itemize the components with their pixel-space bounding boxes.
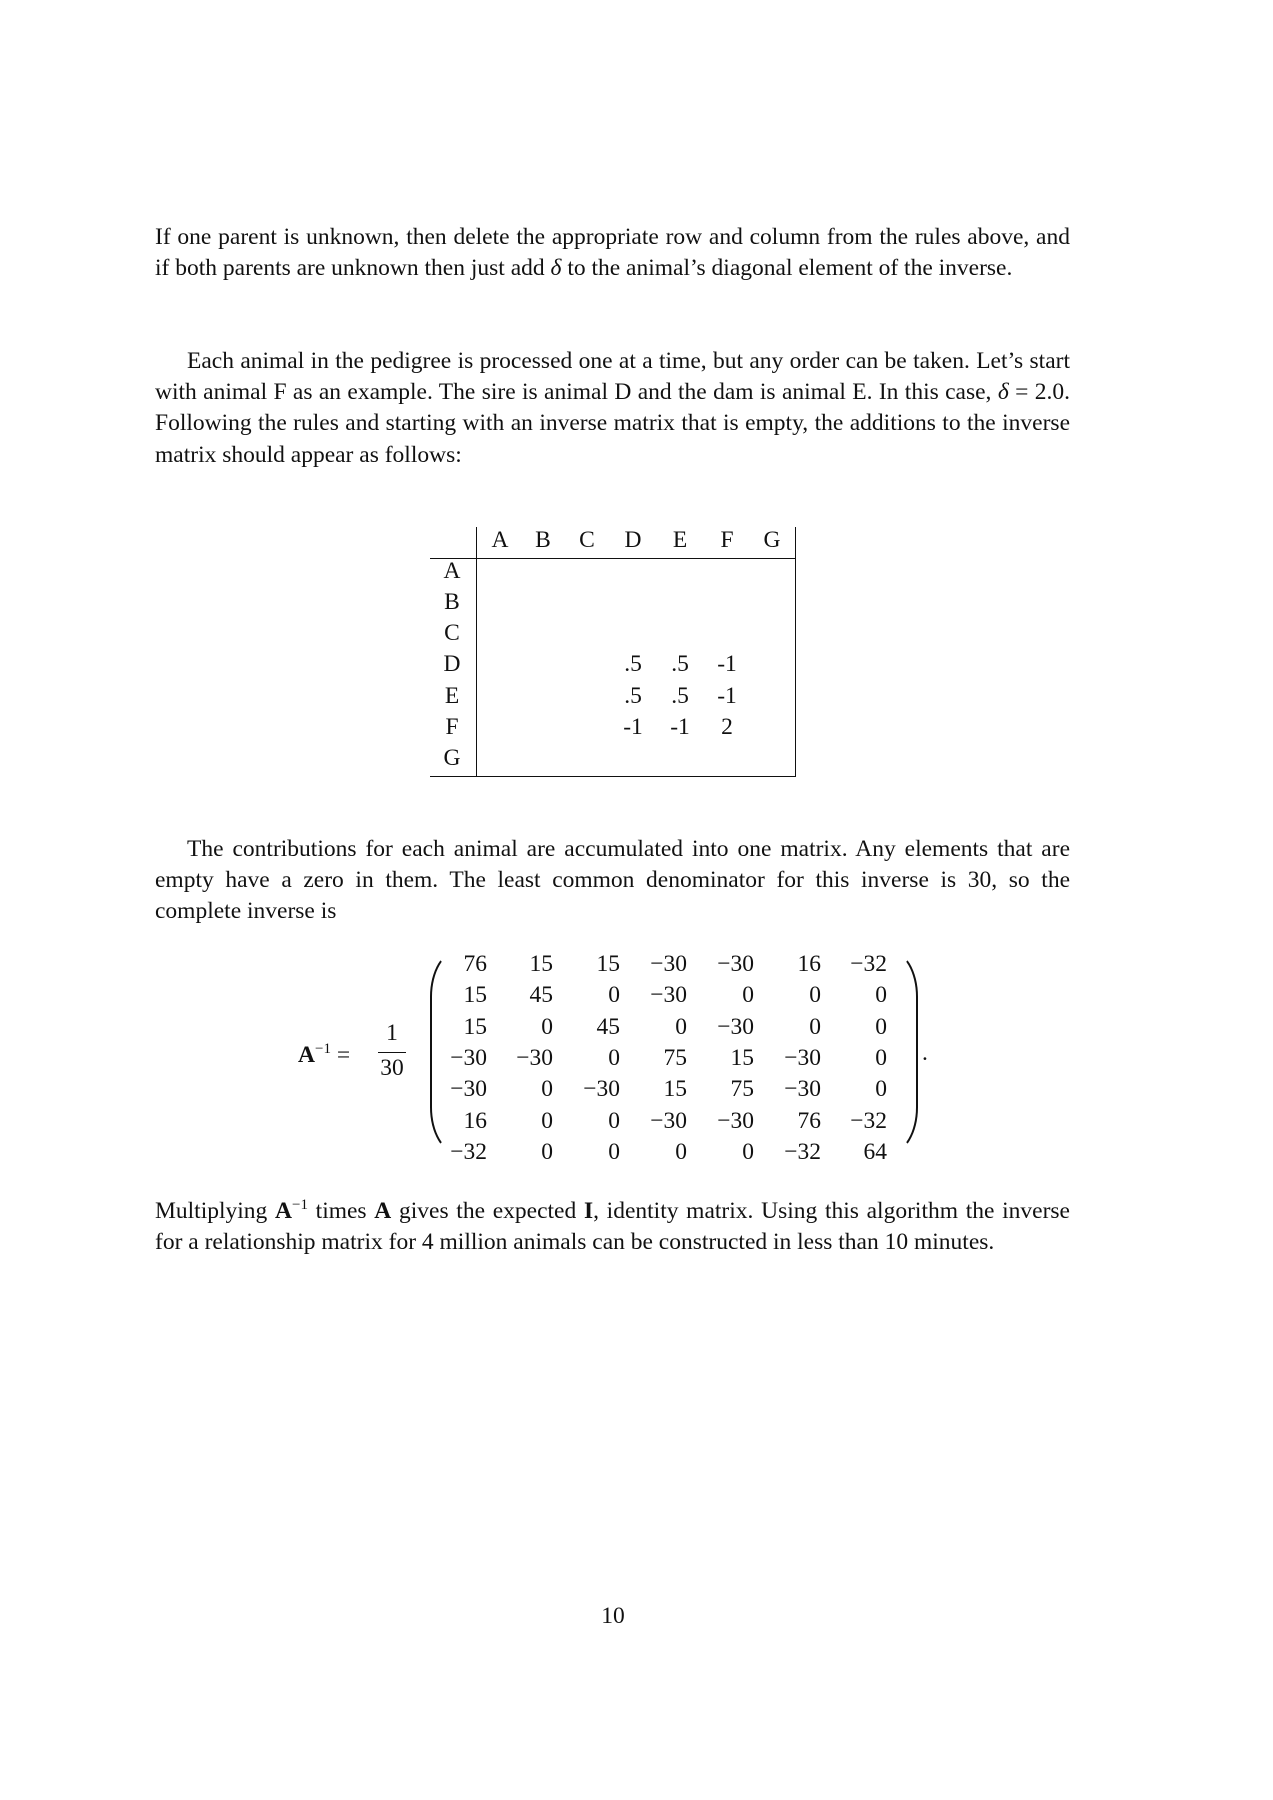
- matrix-cell: 76: [797, 1107, 821, 1134]
- table-cell: -1: [670, 714, 690, 740]
- matrix-cell: −30: [450, 1076, 487, 1103]
- text: Multiplying: [155, 1198, 275, 1224]
- matrix-cell: 45: [529, 982, 553, 1009]
- paragraph-unknown-parents: [155, 222, 1070, 284]
- matrix-symbol: A: [275, 1198, 292, 1224]
- matrix-cell: 64: [863, 1138, 887, 1165]
- row-header: F: [445, 714, 459, 740]
- matrix-cell: 15: [730, 1044, 754, 1071]
- row-header: E: [444, 683, 460, 709]
- matrix-cell: 0: [742, 982, 754, 1009]
- matrix-cell: 0: [809, 1013, 821, 1040]
- table-bottom-rule: [430, 776, 796, 777]
- matrix-cell: −30: [450, 1044, 487, 1071]
- fraction-denominator: 30: [380, 1055, 404, 1081]
- table-cell: .5: [624, 651, 642, 677]
- matrix-cell: 15: [463, 1013, 487, 1040]
- superscript: −1: [291, 1197, 308, 1214]
- row-header: D: [443, 651, 461, 677]
- delta-symbol: δ: [997, 379, 1009, 406]
- matrix-cell: 0: [675, 1013, 687, 1040]
- matrix-cell: −30: [717, 951, 754, 977]
- text: = 2.0: [1008, 379, 1065, 406]
- matrix-cell: 15: [463, 982, 487, 1009]
- text: Each animal in the pedigree is processed one at a time, but any order can be taken. Let’s start with animal F as an example. The sire is animal D and the dam is animal E. In this case,: [155, 348, 1070, 406]
- table-vertical-rule: [476, 527, 477, 777]
- matrix-cell: 0: [875, 1044, 887, 1071]
- matrix-cell: 0: [608, 1138, 620, 1165]
- matrix-cell: 75: [730, 1076, 754, 1103]
- text: . Following the rules and starting with an inverse matrix that is empty, the additions to the inverse matrix should appear as follows:: [155, 379, 1070, 468]
- table-cell: .5: [624, 683, 642, 709]
- matrix-cell: 16: [463, 1107, 487, 1134]
- matrix-cell: −30: [516, 1044, 553, 1071]
- matrix-cell: 0: [809, 982, 821, 1009]
- matrix-cell: 45: [596, 1013, 620, 1040]
- table-cell: -1: [717, 683, 737, 709]
- matrix-cell: 0: [875, 1076, 887, 1103]
- delta-symbol: δ: [550, 255, 562, 282]
- column-header: C: [579, 527, 595, 553]
- matrix-cell: 0: [875, 1013, 887, 1040]
- text: gives the expected: [391, 1198, 584, 1224]
- table-cell: -1: [717, 651, 737, 677]
- matrix-cell: −30: [784, 1044, 821, 1071]
- text: The contributions for each animal are accumulated into one matrix. Any elements that are empty have a zero in them. The least common denominator for this inverse is 30, so the complete inverse is: [155, 836, 1070, 925]
- fraction-numerator: 1: [386, 1020, 398, 1046]
- paragraph-example-animal-f: [155, 346, 1070, 471]
- column-header: B: [535, 527, 551, 553]
- paragraph-conclusion: [155, 1196, 1070, 1258]
- column-header: G: [763, 527, 781, 553]
- matrix-cell: −30: [583, 1076, 620, 1103]
- matrix-cell: −30: [650, 982, 687, 1009]
- matrix-cell: 15: [663, 1076, 687, 1103]
- text: times: [307, 1198, 375, 1224]
- page-number: 10: [601, 1603, 625, 1629]
- matrix-cell: −30: [717, 1107, 754, 1134]
- superscript: −1: [314, 1041, 331, 1058]
- matrix-cell: −30: [717, 1013, 754, 1040]
- matrix-cell: −32: [850, 951, 887, 977]
- matrix-cell: 0: [742, 1138, 754, 1165]
- text: to the animal’s diagonal element of the inverse.: [561, 255, 1013, 282]
- matrix-cell: −30: [650, 1107, 687, 1134]
- matrix-cell: −32: [850, 1107, 887, 1134]
- fraction-bar: [378, 1052, 406, 1053]
- matrix-cell: 16: [797, 951, 821, 977]
- matrix-cell: 76: [463, 951, 487, 977]
- column-header: D: [624, 527, 642, 553]
- matrix-cell: 0: [875, 982, 887, 1009]
- row-header: A: [443, 558, 461, 584]
- matrix-cell: −30: [650, 951, 687, 977]
- matrix-cell: −30: [784, 1076, 821, 1103]
- table-cell: .5: [671, 651, 689, 677]
- matrix-cell: −32: [784, 1138, 821, 1165]
- table-header-rule: [430, 558, 796, 559]
- matrix-symbol: A: [374, 1198, 392, 1224]
- text: If one parent is unknown, then delete the appropriate row and column from the rules above, and if both parents are unknown then just add: [155, 224, 1070, 282]
- row-header: C: [444, 620, 460, 646]
- matrix-cell: 0: [541, 1107, 553, 1134]
- matrix-cell: 15: [529, 951, 553, 977]
- period: .: [922, 1040, 928, 1066]
- equals-sign: =: [336, 1042, 351, 1068]
- matrix-cell: 0: [541, 1076, 553, 1103]
- column-header: E: [672, 527, 688, 553]
- matrix-cell: −32: [450, 1138, 487, 1165]
- table-cell: 2: [721, 714, 733, 740]
- matrix-symbol: A: [298, 1042, 315, 1068]
- lhs: [298, 1042, 350, 1069]
- matrix-cell: 0: [675, 1138, 687, 1165]
- matrix-cell: 0: [608, 982, 620, 1009]
- paragraph-contributions: [155, 834, 1070, 928]
- column-header: F: [720, 527, 734, 553]
- matrix-cell: 0: [608, 1044, 620, 1071]
- matrix-cell: 75: [663, 1044, 687, 1071]
- matrix-cell: 0: [608, 1107, 620, 1134]
- table-cell: -1: [623, 714, 643, 740]
- matrix-cell: 15: [596, 951, 620, 977]
- table-cell: .5: [671, 683, 689, 709]
- column-header: A: [491, 527, 509, 553]
- table-right-rule: [795, 527, 796, 777]
- matrix-cell: 0: [541, 1013, 553, 1040]
- matrix-cell: 0: [541, 1138, 553, 1165]
- row-header: B: [444, 589, 460, 615]
- text: , identity matrix. Using this algorithm the inverse for a relationship matrix for 4 million animals can be constructed in less than 10 minutes.: [155, 1198, 1070, 1256]
- identity-symbol: I: [583, 1198, 594, 1224]
- right-parenthesis: [890, 950, 918, 1154]
- row-header: G: [443, 745, 461, 771]
